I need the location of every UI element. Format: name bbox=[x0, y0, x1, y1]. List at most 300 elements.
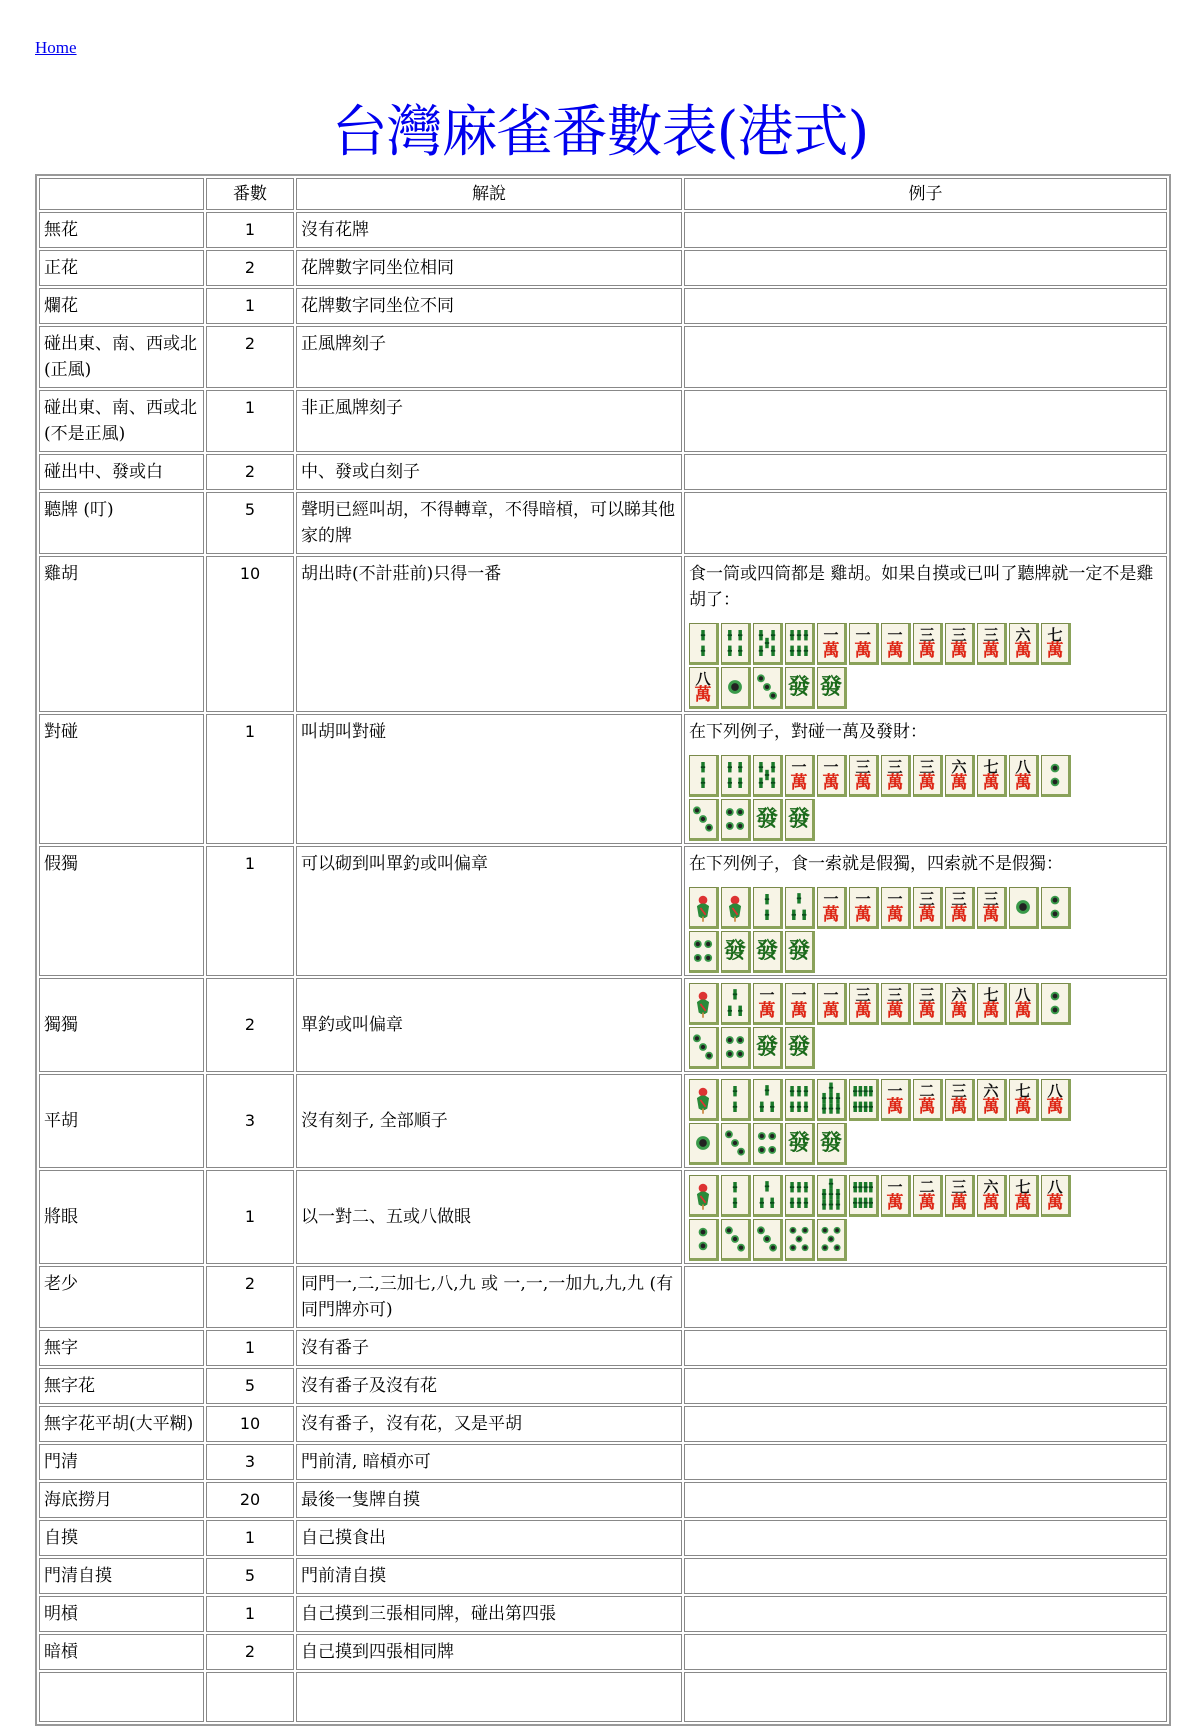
fa-glyph: 發 bbox=[755, 1034, 778, 1060]
fa-glyph: 發 bbox=[787, 806, 810, 832]
hand-name-cell: 碰出東、南、西或北(正風) bbox=[39, 326, 204, 388]
circle-tile-icon bbox=[721, 667, 751, 709]
example-cell bbox=[684, 1444, 1167, 1480]
hand-name-cell: 假獨 bbox=[39, 846, 204, 976]
hand-name-cell: 暗槓 bbox=[39, 1634, 204, 1670]
fa-tile-icon bbox=[817, 1123, 847, 1165]
circle-tile-icon bbox=[785, 1219, 815, 1261]
circle-tile-icon bbox=[689, 1123, 719, 1165]
wan-character: 萬 bbox=[950, 905, 968, 925]
fan-value-cell: 1 bbox=[206, 390, 294, 452]
example-cell bbox=[684, 288, 1167, 324]
example-cell bbox=[684, 846, 1167, 976]
description-cell: 非正風牌刻子 bbox=[296, 390, 682, 452]
wan-tile-icon bbox=[1009, 623, 1039, 665]
example-cell bbox=[684, 212, 1167, 248]
description-cell: 花牌數字同坐位相同 bbox=[296, 250, 682, 286]
wan-tile-icon bbox=[881, 887, 911, 929]
wan-number: 七 bbox=[1015, 1082, 1031, 1100]
wan-tile-icon bbox=[785, 755, 815, 797]
hand-name-cell: 門清 bbox=[39, 1444, 204, 1480]
wan-number: 三 bbox=[887, 758, 903, 776]
wan-tile-icon bbox=[1041, 1079, 1071, 1121]
example-cell bbox=[684, 454, 1167, 490]
hand-name-cell: 聽牌 (叮) bbox=[39, 492, 204, 554]
description-cell: 叫胡叫對碰 bbox=[296, 714, 682, 844]
wan-number: 一 bbox=[855, 626, 871, 644]
wan-tile-icon bbox=[849, 983, 879, 1025]
description-cell: 沒有番子，沒有花，又是平胡 bbox=[296, 1406, 682, 1442]
fan-value-cell: 2 bbox=[206, 1266, 294, 1328]
wan-character: 萬 bbox=[950, 1193, 968, 1213]
example-cell bbox=[684, 1558, 1167, 1594]
description-cell: 沒有刻子, 全部順子 bbox=[296, 1074, 682, 1168]
example-cell bbox=[684, 390, 1167, 452]
table-row bbox=[39, 1266, 1167, 1328]
wan-tile-icon bbox=[977, 1079, 1007, 1121]
fa-glyph: 發 bbox=[787, 938, 810, 964]
wan-number: 三 bbox=[951, 1082, 967, 1100]
fan-value-cell bbox=[206, 1672, 294, 1722]
bamboo-tile-icon bbox=[689, 755, 719, 797]
wan-character: 萬 bbox=[1014, 1193, 1032, 1213]
wan-number: 八 bbox=[695, 670, 711, 688]
wan-number: 三 bbox=[951, 1178, 967, 1196]
circle-tile-icon bbox=[1041, 887, 1071, 929]
fan-value-cell: 5 bbox=[206, 1558, 294, 1594]
bamboo-tile-icon bbox=[721, 1079, 751, 1121]
bamboo-tile-icon bbox=[753, 623, 783, 665]
example-cell bbox=[684, 556, 1167, 712]
wan-character: 萬 bbox=[982, 1097, 1000, 1117]
fan-value-cell: 3 bbox=[206, 1444, 294, 1480]
bird-bamboo-tile-icon bbox=[689, 1079, 719, 1121]
wan-tile-icon bbox=[1009, 1079, 1039, 1121]
description-cell: 以一對二、五或八做眼 bbox=[296, 1170, 682, 1264]
header-description: 解說 bbox=[296, 178, 682, 210]
fa-glyph: 發 bbox=[787, 1130, 810, 1156]
table-row bbox=[39, 454, 1167, 490]
circle-tile-icon bbox=[689, 931, 719, 973]
circle-tile-icon bbox=[721, 1219, 751, 1261]
bamboo-tile-icon bbox=[689, 623, 719, 665]
description-cell: 門前清自摸 bbox=[296, 1558, 682, 1594]
wan-number: 七 bbox=[1047, 626, 1063, 644]
example-cell bbox=[684, 1170, 1167, 1264]
wan-number: 三 bbox=[887, 986, 903, 1004]
wan-number: 一 bbox=[823, 890, 839, 908]
bamboo-tile-icon bbox=[753, 1175, 783, 1217]
table-row bbox=[39, 1444, 1167, 1480]
wan-tile-icon bbox=[881, 1175, 911, 1217]
example-cell bbox=[684, 1634, 1167, 1670]
description-cell: 可以砌到叫單釣或叫偏章 bbox=[296, 846, 682, 976]
fan-value-cell: 1 bbox=[206, 1170, 294, 1264]
description-cell: 花牌數字同坐位不同 bbox=[296, 288, 682, 324]
wan-number: 六 bbox=[1015, 626, 1031, 644]
bird-bamboo-tile-icon bbox=[689, 1175, 719, 1217]
wan-character: 萬 bbox=[886, 1097, 904, 1117]
description-cell: 沒有花牌 bbox=[296, 212, 682, 248]
example-cell bbox=[684, 1482, 1167, 1518]
fan-value-cell: 5 bbox=[206, 492, 294, 554]
wan-number: 三 bbox=[951, 890, 967, 908]
bamboo-tile-icon bbox=[785, 1175, 815, 1217]
wan-tile-icon bbox=[849, 887, 879, 929]
circle-tile-icon bbox=[753, 667, 783, 709]
description-cell: 同門一,二,三加七,八,九 或 一,一,一加九,九,九 (有同門牌亦可) bbox=[296, 1266, 682, 1328]
wan-number: 三 bbox=[855, 758, 871, 776]
fan-value-cell: 20 bbox=[206, 1482, 294, 1518]
wan-number: 一 bbox=[887, 1082, 903, 1100]
hand-name-cell: 明槓 bbox=[39, 1596, 204, 1632]
hand-name-cell: 將眼 bbox=[39, 1170, 204, 1264]
wan-character: 萬 bbox=[918, 1193, 936, 1213]
wan-tile-icon bbox=[817, 983, 847, 1025]
wan-tile-icon bbox=[849, 755, 879, 797]
wan-character: 萬 bbox=[822, 1001, 840, 1021]
bamboo-tile-icon bbox=[721, 755, 751, 797]
wan-tile-icon bbox=[1009, 1175, 1039, 1217]
example-cell bbox=[684, 1596, 1167, 1632]
fa-tile-icon bbox=[785, 931, 815, 973]
wan-number: 一 bbox=[823, 626, 839, 644]
wan-tile-icon bbox=[753, 983, 783, 1025]
wan-tile-icon bbox=[913, 887, 943, 929]
table-header-row bbox=[39, 178, 1167, 210]
circle-tile-icon bbox=[689, 1219, 719, 1261]
wan-character: 萬 bbox=[758, 1001, 776, 1021]
example-cell bbox=[684, 1520, 1167, 1556]
table-row bbox=[39, 492, 1167, 554]
table-row bbox=[39, 556, 1167, 712]
wan-tile-icon bbox=[945, 1175, 975, 1217]
wan-tile-icon bbox=[945, 623, 975, 665]
bamboo-tile-icon bbox=[753, 887, 783, 929]
hand-name-cell: 無字 bbox=[39, 1330, 204, 1366]
fa-glyph: 發 bbox=[723, 938, 746, 964]
fa-glyph: 發 bbox=[755, 938, 778, 964]
wan-character: 萬 bbox=[918, 1097, 936, 1117]
wan-character: 萬 bbox=[854, 1001, 872, 1021]
wan-number: 七 bbox=[983, 758, 999, 776]
circle-tile-icon bbox=[689, 1027, 719, 1069]
wan-character: 萬 bbox=[854, 905, 872, 925]
wan-character: 萬 bbox=[1014, 773, 1032, 793]
fan-value-cell: 2 bbox=[206, 978, 294, 1072]
wan-number: 三 bbox=[951, 626, 967, 644]
bamboo-tile-icon bbox=[785, 887, 815, 929]
wan-number: 六 bbox=[983, 1082, 999, 1100]
wan-character: 萬 bbox=[886, 905, 904, 925]
home-link[interactable]: Home bbox=[35, 38, 77, 57]
fa-tile-icon bbox=[785, 1027, 815, 1069]
wan-tile-icon bbox=[881, 623, 911, 665]
wan-character: 萬 bbox=[982, 1193, 1000, 1213]
example-text: 在下列例子，對碰一萬及發財： bbox=[689, 722, 927, 742]
hand-name-cell bbox=[39, 1672, 204, 1722]
table-row bbox=[39, 1406, 1167, 1442]
description-cell: 沒有番子 bbox=[296, 1330, 682, 1366]
wan-number: 一 bbox=[887, 890, 903, 908]
fa-glyph: 發 bbox=[819, 1130, 842, 1156]
hand-name-cell: 無花 bbox=[39, 212, 204, 248]
description-cell: 聲明已經叫胡，不得轉章，不得暗槓，可以睇其他家的牌 bbox=[296, 492, 682, 554]
wan-character: 萬 bbox=[1014, 641, 1032, 661]
wan-tile-icon bbox=[881, 1079, 911, 1121]
wan-character: 萬 bbox=[982, 773, 1000, 793]
wan-character: 萬 bbox=[1014, 1097, 1032, 1117]
example-cell bbox=[684, 978, 1167, 1072]
wan-number: 二 bbox=[919, 1178, 935, 1196]
wan-number: 一 bbox=[887, 626, 903, 644]
table-row bbox=[39, 1596, 1167, 1632]
wan-character: 萬 bbox=[886, 1193, 904, 1213]
wan-tile-icon bbox=[945, 887, 975, 929]
wan-tile-icon bbox=[881, 983, 911, 1025]
wan-tile-icon bbox=[977, 1175, 1007, 1217]
wan-number: 三 bbox=[919, 986, 935, 1004]
fa-tile-icon bbox=[721, 931, 751, 973]
wan-tile-icon bbox=[1009, 755, 1039, 797]
wan-tile-icon bbox=[689, 667, 719, 709]
wan-tile-icon bbox=[977, 623, 1007, 665]
hand-name-cell: 海底撈月 bbox=[39, 1482, 204, 1518]
fan-value-cell: 10 bbox=[206, 556, 294, 712]
description-cell: 中、發或白刻子 bbox=[296, 454, 682, 490]
wan-tile-icon bbox=[817, 623, 847, 665]
wan-character: 萬 bbox=[918, 1001, 936, 1021]
wan-character: 萬 bbox=[886, 641, 904, 661]
wan-number: 八 bbox=[1015, 758, 1031, 776]
fan-value-cell: 1 bbox=[206, 212, 294, 248]
bird-bamboo-tile-icon bbox=[689, 887, 719, 929]
description-cell: 沒有番子及沒有花 bbox=[296, 1368, 682, 1404]
bird-bamboo-tile-icon bbox=[721, 887, 751, 929]
fa-glyph: 發 bbox=[787, 1034, 810, 1060]
fa-glyph: 發 bbox=[755, 806, 778, 832]
bamboo-tile-icon bbox=[849, 1079, 879, 1121]
description-cell: 單釣或叫偏章 bbox=[296, 978, 682, 1072]
wan-number: 一 bbox=[823, 758, 839, 776]
wan-number: 八 bbox=[1047, 1178, 1063, 1196]
table-row bbox=[39, 390, 1167, 452]
bamboo-tile-icon bbox=[849, 1175, 879, 1217]
table-row bbox=[39, 714, 1167, 844]
wan-character: 萬 bbox=[790, 1001, 808, 1021]
description-cell bbox=[296, 1672, 682, 1722]
fan-value-cell: 1 bbox=[206, 1596, 294, 1632]
wan-character: 萬 bbox=[1046, 1193, 1064, 1213]
hand-name-cell: 自摸 bbox=[39, 1520, 204, 1556]
bamboo-tile-icon bbox=[817, 1079, 847, 1121]
bamboo-tile-icon bbox=[817, 1175, 847, 1217]
fan-value-cell: 2 bbox=[206, 1634, 294, 1670]
description-cell: 最後一隻牌自摸 bbox=[296, 1482, 682, 1518]
wan-tile-icon bbox=[977, 983, 1007, 1025]
tile-hand bbox=[689, 1079, 1089, 1167]
fan-value-cell: 2 bbox=[206, 454, 294, 490]
wan-number: 三 bbox=[919, 626, 935, 644]
wan-tile-icon bbox=[913, 1175, 943, 1217]
example-cell bbox=[684, 250, 1167, 286]
header-example: 例子 bbox=[684, 178, 1167, 210]
fan-value-cell: 2 bbox=[206, 250, 294, 286]
example-cell bbox=[684, 326, 1167, 388]
fan-value-cell: 1 bbox=[206, 714, 294, 844]
wan-character: 萬 bbox=[918, 905, 936, 925]
table-row bbox=[39, 250, 1167, 286]
wan-tile-icon bbox=[977, 887, 1007, 929]
wan-character: 萬 bbox=[950, 773, 968, 793]
header-fan: 番數 bbox=[206, 178, 294, 210]
wan-tile-icon bbox=[1041, 1175, 1071, 1217]
wan-character: 萬 bbox=[886, 773, 904, 793]
page-title: 台灣麻雀番數表(港式) bbox=[331, 100, 869, 165]
fa-tile-icon bbox=[785, 1123, 815, 1165]
example-cell bbox=[684, 1406, 1167, 1442]
tile-hand bbox=[689, 623, 1089, 711]
example-cell bbox=[684, 1672, 1167, 1722]
wan-tile-icon bbox=[945, 1079, 975, 1121]
fa-glyph: 發 bbox=[819, 674, 842, 700]
wan-number: 八 bbox=[1015, 986, 1031, 1004]
fan-value-cell: 1 bbox=[206, 1330, 294, 1366]
wan-character: 萬 bbox=[982, 1001, 1000, 1021]
wan-tile-icon bbox=[881, 755, 911, 797]
fan-value-cell: 1 bbox=[206, 288, 294, 324]
wan-tile-icon bbox=[913, 623, 943, 665]
wan-number: 一 bbox=[791, 986, 807, 1004]
wan-tile-icon bbox=[913, 755, 943, 797]
wan-tile-icon bbox=[1041, 623, 1071, 665]
bamboo-tile-icon bbox=[721, 623, 751, 665]
wan-character: 萬 bbox=[982, 641, 1000, 661]
table-row bbox=[39, 1330, 1167, 1366]
circle-tile-icon bbox=[753, 1219, 783, 1261]
wan-number: 六 bbox=[951, 758, 967, 776]
wan-character: 萬 bbox=[918, 773, 936, 793]
tile-hand bbox=[689, 983, 1089, 1071]
wan-tile-icon bbox=[1009, 983, 1039, 1025]
bamboo-tile-icon bbox=[785, 623, 815, 665]
example-cell bbox=[684, 1330, 1167, 1366]
fa-tile-icon bbox=[785, 799, 815, 841]
fa-tile-icon bbox=[753, 1027, 783, 1069]
description-cell: 自己摸到四張相同牌 bbox=[296, 1634, 682, 1670]
wan-character: 萬 bbox=[950, 1097, 968, 1117]
description-cell: 胡出時(不計莊前)只得一番 bbox=[296, 556, 682, 712]
hand-name-cell: 雞胡 bbox=[39, 556, 204, 712]
fa-tile-icon bbox=[785, 667, 815, 709]
wan-tile-icon bbox=[849, 623, 879, 665]
wan-number: 三 bbox=[983, 890, 999, 908]
circle-tile-icon bbox=[689, 799, 719, 841]
circle-tile-icon bbox=[721, 1027, 751, 1069]
wan-character: 萬 bbox=[854, 773, 872, 793]
hand-name-cell: 碰出東、南、西或北(不是正風) bbox=[39, 390, 204, 452]
table-row bbox=[39, 326, 1167, 388]
wan-number: 三 bbox=[855, 986, 871, 1004]
circle-tile-icon bbox=[721, 799, 751, 841]
wan-character: 萬 bbox=[950, 1001, 968, 1021]
circle-tile-icon bbox=[1009, 887, 1039, 929]
wan-number: 三 bbox=[919, 890, 935, 908]
example-cell bbox=[684, 1368, 1167, 1404]
wan-number: 七 bbox=[983, 986, 999, 1004]
table-row bbox=[39, 978, 1167, 1072]
fa-tile-icon bbox=[753, 799, 783, 841]
example-cell bbox=[684, 1074, 1167, 1168]
wan-character: 萬 bbox=[822, 641, 840, 661]
bamboo-tile-icon bbox=[753, 755, 783, 797]
hand-name-cell: 平胡 bbox=[39, 1074, 204, 1168]
wan-number: 一 bbox=[855, 890, 871, 908]
wan-character: 萬 bbox=[886, 1001, 904, 1021]
fan-value-cell: 5 bbox=[206, 1368, 294, 1404]
header-blank bbox=[39, 178, 204, 210]
fa-tile-icon bbox=[817, 667, 847, 709]
description-cell: 自己摸食出 bbox=[296, 1520, 682, 1556]
wan-number: 三 bbox=[983, 626, 999, 644]
wan-character: 萬 bbox=[1046, 641, 1064, 661]
wan-tile-icon bbox=[945, 983, 975, 1025]
table-row bbox=[39, 1634, 1167, 1670]
hand-name-cell: 對碰 bbox=[39, 714, 204, 844]
hand-name-cell: 無字花平胡(大平糊) bbox=[39, 1406, 204, 1442]
wan-number: 一 bbox=[759, 986, 775, 1004]
wan-number: 八 bbox=[1047, 1082, 1063, 1100]
table-row bbox=[39, 1368, 1167, 1404]
bamboo-tile-icon bbox=[785, 1079, 815, 1121]
fan-value-cell: 1 bbox=[206, 1520, 294, 1556]
table-body bbox=[39, 212, 1167, 1722]
wan-tile-icon bbox=[913, 1079, 943, 1121]
wan-tile-icon bbox=[945, 755, 975, 797]
hand-name-cell: 無字花 bbox=[39, 1368, 204, 1404]
table-row bbox=[39, 1558, 1167, 1594]
bamboo-tile-icon bbox=[721, 1175, 751, 1217]
wan-number: 一 bbox=[791, 758, 807, 776]
circle-tile-icon bbox=[817, 1219, 847, 1261]
table-row bbox=[39, 288, 1167, 324]
wan-character: 萬 bbox=[822, 773, 840, 793]
bamboo-tile-icon bbox=[721, 983, 751, 1025]
hand-name-cell: 門清自摸 bbox=[39, 1558, 204, 1594]
wan-number: 六 bbox=[983, 1178, 999, 1196]
scoring-table-wrapper bbox=[35, 174, 1171, 1726]
wan-tile-icon bbox=[913, 983, 943, 1025]
wan-character: 萬 bbox=[918, 641, 936, 661]
hand-name-cell: 正花 bbox=[39, 250, 204, 286]
table-row bbox=[39, 846, 1167, 976]
wan-character: 萬 bbox=[1046, 1097, 1064, 1117]
circle-tile-icon bbox=[753, 1123, 783, 1165]
circle-tile-icon bbox=[721, 1123, 751, 1165]
wan-character: 萬 bbox=[694, 685, 712, 705]
hand-name-cell: 碰出中、發或白 bbox=[39, 454, 204, 490]
wan-number: 二 bbox=[919, 1082, 935, 1100]
table-row bbox=[39, 1520, 1167, 1556]
scoring-table bbox=[35, 174, 1171, 1726]
wan-character: 萬 bbox=[1014, 1001, 1032, 1021]
fan-value-cell: 2 bbox=[206, 326, 294, 388]
example-cell bbox=[684, 492, 1167, 554]
hand-name-cell: 老少 bbox=[39, 1266, 204, 1328]
circle-tile-icon bbox=[1041, 755, 1071, 797]
fan-value-cell: 10 bbox=[206, 1406, 294, 1442]
example-cell bbox=[684, 1266, 1167, 1328]
